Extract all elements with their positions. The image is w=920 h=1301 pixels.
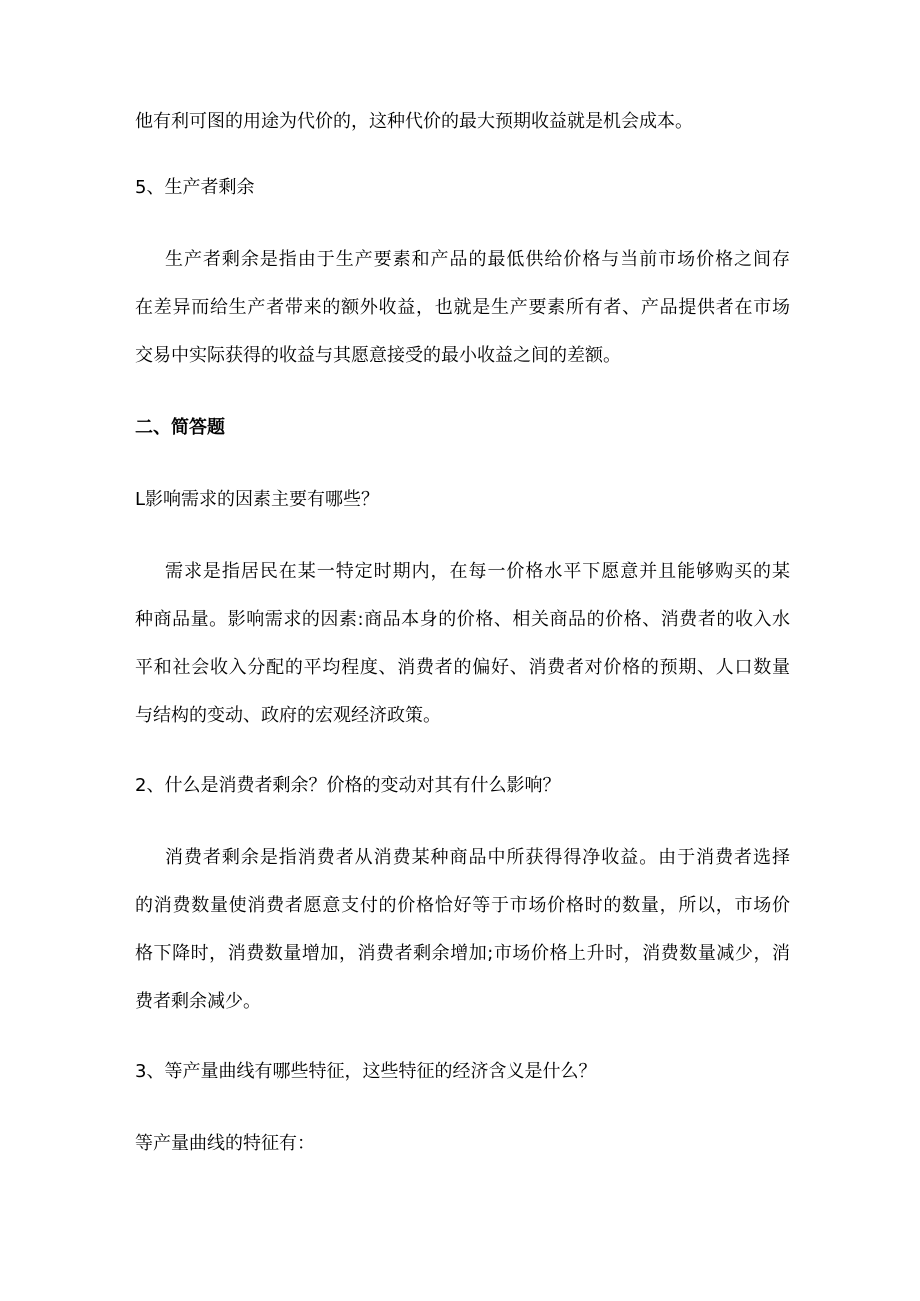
paragraph-line: 平和社会收入分配的平均程度、消费者的偏好、消费者对价格的预期、人口数量 xyxy=(135,657,790,678)
paragraph-line: 消费者剩余是指消费者从消费某种商品中所获得得净收益。由于消费者选择 xyxy=(165,847,790,868)
paragraph-line: 交易中实际获得的收益与其愿意接受的最小收益之间的差额。 xyxy=(135,345,621,366)
paragraph-line: 在差异而给生产者带来的额外收益，也就是生产要素所有者、产品提供者在市场 xyxy=(135,297,790,318)
paragraph-line: 需求是指居民在某一特定时期内，在每一价格水平下愿意并且能够购买的某 xyxy=(165,561,790,582)
section-heading-short-answer: 二、简答题 xyxy=(135,417,225,438)
question-3: 3、等产量曲线有哪些特征，这些特征的经济含义是什么？ xyxy=(135,1061,597,1082)
paragraph-line: 生产者剩余是指由于生产要素和产品的最低供给价格与当前市场价格之间存 xyxy=(165,249,790,270)
question-1: L影响需求的因素主要有哪些？ xyxy=(135,489,380,510)
paragraph-line: 他有利可图的用途为代价的，这种代价的最大预期收益就是机会成本。 xyxy=(135,111,693,132)
paragraph-line: 与结构的变动、政府的宏观经济政策。 xyxy=(135,705,441,726)
item-heading-producer-surplus: 5、生产者剩余 xyxy=(135,177,255,198)
paragraph-line: 费者剩余减少。 xyxy=(135,991,261,1012)
paragraph-line: 的消费数量使消费者愿意支付的价格恰好等于市场价格时的数量，所以，市场价 xyxy=(135,895,790,916)
paragraph-line: 格下降时，消费数量增加，消费者剩余增加;市场价格上升时，消费数量减少，消 xyxy=(135,943,790,964)
paragraph-line: 等产量曲线的特征有： xyxy=(135,1133,315,1154)
paragraph-line: 种商品量。影响需求的因素:商品本身的价格、相关商品的价格、消费者的收入水 xyxy=(135,609,790,630)
question-2: 2、什么是消费者剩余？价格的变动对其有什么影响？ xyxy=(135,775,561,796)
